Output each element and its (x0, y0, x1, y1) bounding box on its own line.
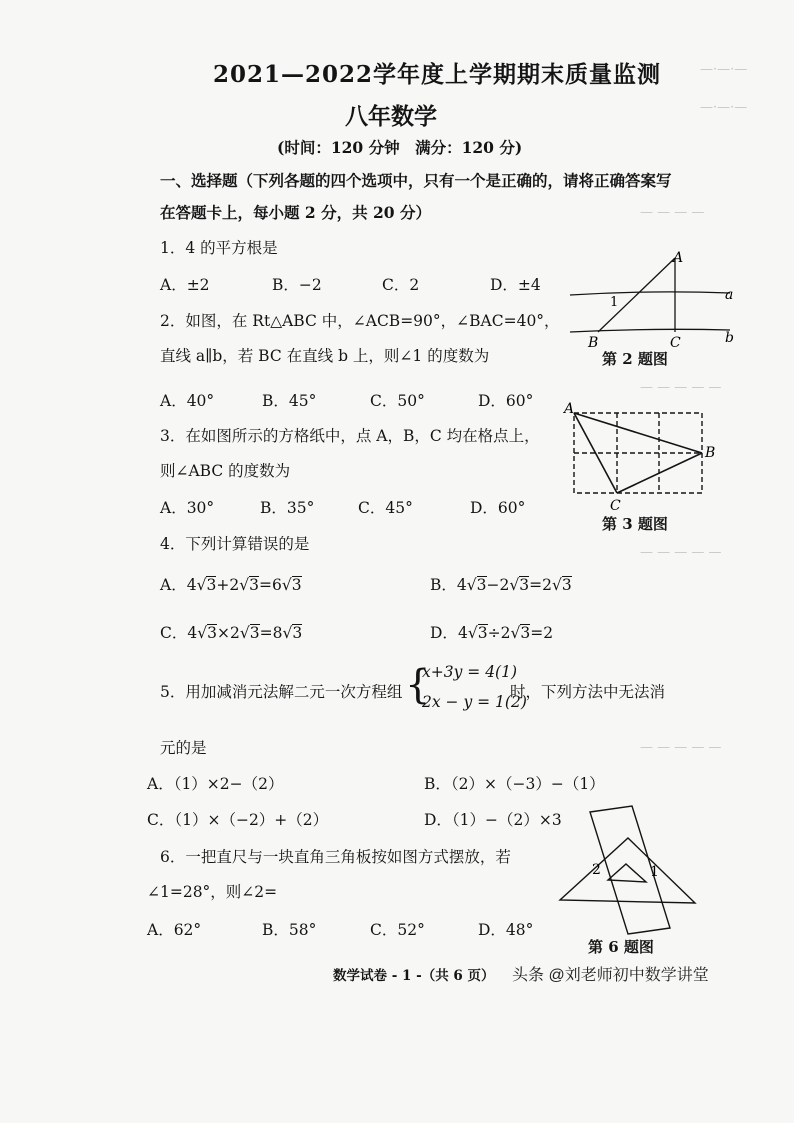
question-2-option-c: C．50° (370, 392, 425, 410)
question-2-option-d: D．60° (478, 392, 534, 410)
label-b-point: B (705, 445, 716, 461)
time-and-score: (时间：120 分钟 满分：120 分) (277, 138, 523, 157)
page-footer: 数学试卷 - 1 -（共 6 页） (333, 968, 495, 984)
exam-title: 2021—2022学年度上学期期末质量监测 (213, 61, 662, 88)
bleed-through-mark: — — — — — (640, 380, 722, 395)
bleed-through-mark: — — — — — (640, 740, 722, 755)
question-3-option-a: A．30° (160, 499, 215, 517)
question-6-stem-line2: ∠1=28°，则∠2= (147, 883, 278, 901)
question-5-stem-prefix: 5．用加减消元法解二元一次方程组 (160, 683, 403, 701)
question-2-option-a: A．40° (160, 392, 215, 410)
question-4-option-a: A．4√3+2√3=6√3 (160, 576, 302, 594)
question-5-stem-line2: 元的是 (160, 739, 207, 757)
question-3-option-d: D．60° (470, 499, 526, 517)
bleed-through-mark: —·—·— (700, 62, 748, 77)
label-b-point: B (588, 335, 599, 351)
question-3-stem-line2: 则∠ABC 的度数为 (160, 462, 291, 480)
question-6-figure-caption: 第 6 题图 (588, 938, 654, 956)
label-c-point: C (670, 335, 681, 351)
bleed-through-mark: — — — — (640, 205, 705, 220)
line-b (570, 329, 730, 332)
bleed-through-mark: —·—·— (700, 100, 748, 115)
subject-title: 八年数学 (345, 103, 437, 130)
question-5-option-a: A．（1）×2−（2） (147, 775, 284, 793)
question-3-figure-caption: 第 3 题图 (602, 515, 668, 533)
question-3-stem-line1: 3．在如图所示的方格纸中，点 A，B，C 均在格点上， (160, 427, 540, 445)
question-1-option-d: D．±4 (490, 276, 541, 294)
question-5-option-b: B．（2）×（−3）−（1） (424, 775, 605, 793)
label-angle-1: 1 (650, 864, 659, 880)
set-square-inner (608, 864, 646, 882)
question-5-stem-suffix: 时，下列方法中无法消 (510, 683, 666, 701)
set-square-outer (560, 838, 695, 903)
question-1-stem: 1．4 的平方根是 (160, 239, 278, 257)
label-angle-2: 2 (592, 862, 601, 878)
label-line-a: a (725, 287, 734, 303)
question-5-option-d: D．（1）−（2）×3 (424, 811, 562, 829)
equation-2: 2x − y = 1(2) (422, 693, 527, 711)
section-heading-line2: 在答题卡上，每小题 2 分，共 20 分） (160, 203, 431, 222)
label-angle-1: 1 (610, 295, 619, 310)
line-a (570, 292, 730, 295)
label-c-point: C (610, 498, 621, 513)
question-1-option-c: C．2 (382, 276, 420, 294)
binding-marks (0, 0, 40, 420)
question-6-stem-line1: 6．一把直尺与一块直角三角板按如图方式摆放，若 (160, 848, 511, 866)
question-2-figure-caption: 第 2 题图 (602, 350, 668, 368)
watermark: 头条 @刘老师初中数学讲堂 (512, 967, 709, 984)
question-6-option-c: C．52° (370, 921, 425, 939)
section-heading-line1: 一、选择题（下列各题的四个选项中，只有一个是正确的，请将正确答案写 (160, 171, 672, 190)
question-3-option-c: C．45° (358, 499, 413, 517)
question-3-option-b: B．35° (260, 499, 315, 517)
label-a-point: A (673, 250, 684, 266)
question-4-option-c: C．4√3×2√3=8√3 (160, 624, 303, 642)
question-1-option-a: A．±2 (160, 276, 210, 294)
question-6-option-a: A．62° (147, 921, 202, 939)
label-line-b: b (725, 330, 734, 346)
question-3-figure (560, 395, 725, 513)
question-5-option-c: C．（1）×（−2）+（2） (147, 811, 329, 829)
bleed-through-mark: — — — — — (640, 545, 722, 560)
question-6-figure (550, 800, 710, 940)
equation-1: x+3y = 4(1) (422, 663, 518, 681)
question-6-option-b: B．58° (262, 921, 317, 939)
equation-system-brace: { (405, 662, 431, 708)
question-2-stem-line2: 直线 a∥b，若 BC 在直线 b 上，则∠1 的度数为 (160, 347, 490, 365)
question-4-stem: 4．下列计算错误的是 (160, 535, 310, 553)
question-2-option-b: B．45° (262, 392, 317, 410)
question-6-option-d: D．48° (478, 921, 534, 939)
question-2-stem-line1: 2．如图，在 Rt△ABC 中，∠ACB=90°，∠BAC=40°， (160, 312, 560, 330)
question-4-option-b: B．4√3−2√3=2√3 (430, 576, 572, 594)
question-4-option-d: D．4√3÷2√3=2 (430, 624, 554, 642)
grid-dashed (574, 413, 702, 493)
question-1-option-b: B．−2 (272, 276, 322, 294)
label-a-point: A (564, 401, 575, 417)
